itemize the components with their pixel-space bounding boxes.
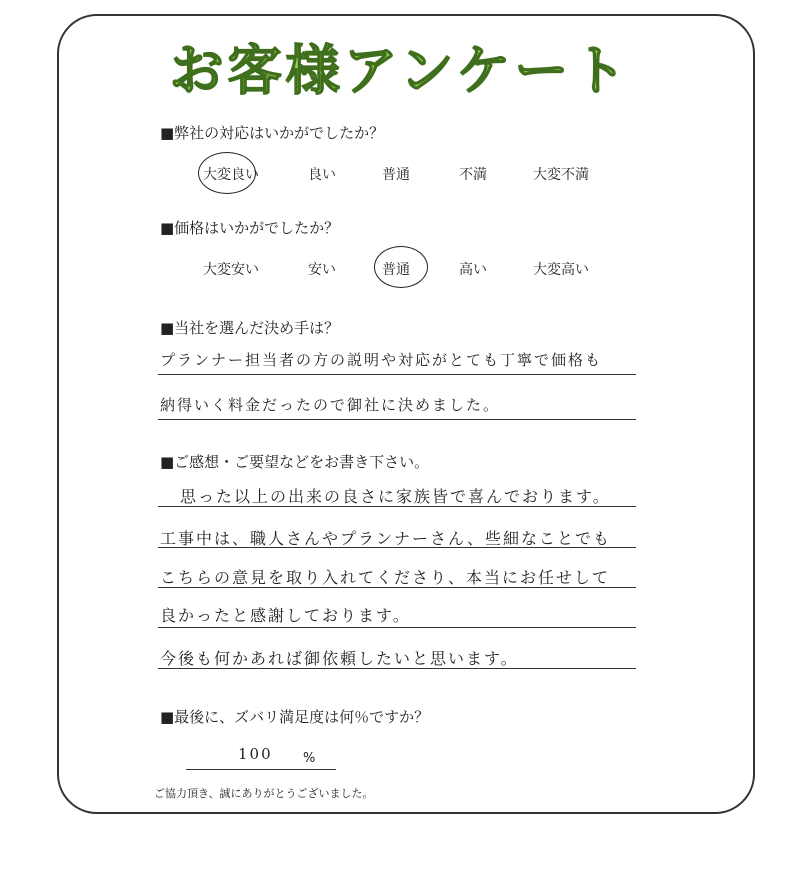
option-price-expensive[interactable]: 高い — [459, 262, 487, 278]
question-comments: ■ご感想・ご要望などをお書き下さい。 — [160, 453, 430, 471]
option-service-normal[interactable]: 普通 — [382, 167, 410, 183]
question-satisfaction: ■最後に、ズバリ満足度は何％ですか？ — [160, 708, 430, 726]
answer-rule — [158, 419, 636, 420]
answer-comment-line-1: 思った以上の出来の良さに家族皆で喜んでおります。 — [180, 487, 611, 506]
survey-title: お客様アンケート — [169, 39, 631, 102]
answer-rule — [158, 587, 636, 588]
answer-comment-line-3: こちらの意見を取り入れてくださり、本当にお任せして — [160, 568, 611, 587]
option-price-cheap[interactable]: 安い — [308, 262, 336, 278]
question-service: ■弊社の対応はいかがでしたか？ — [160, 124, 385, 142]
answer-rule — [158, 506, 636, 507]
option-service-good[interactable]: 良い — [308, 167, 336, 183]
answer-deciding-line-1: プランナー担当者の方の説明や対応がとても丁寧で価格も — [160, 351, 603, 369]
satisfaction-unit: % — [303, 751, 316, 766]
option-price-very-expensive[interactable]: 大変高い — [533, 262, 589, 278]
satisfaction-rule — [186, 769, 336, 770]
option-service-dissatisfied[interactable]: 不満 — [459, 167, 487, 183]
question-deciding-factor: ■当社を選んだ決め手は？ — [160, 319, 340, 337]
answer-rule — [158, 627, 636, 628]
option-service-very-dissatisfied[interactable]: 大変不満 — [533, 167, 589, 183]
answer-comment-line-2: 工事中は、職人さんやプランナーさん、些細なことでも — [160, 529, 611, 548]
answer-comment-line-4: 良かったと感謝しております。 — [160, 606, 411, 625]
answer-rule — [158, 668, 636, 669]
answer-rule — [158, 547, 636, 548]
thank-you-note: ご協力頂き、誠にありがとうございました。 — [154, 787, 374, 800]
selection-circle-price — [374, 246, 428, 288]
answer-comment-line-5: 今後も何かあれば御依頼したいと思います。 — [160, 649, 519, 668]
answer-rule — [158, 374, 636, 375]
option-price-very-cheap[interactable]: 大変安い — [203, 262, 259, 278]
option-service-very-good[interactable]: 大変良い — [203, 167, 259, 183]
option-price-normal[interactable]: 普通 — [382, 262, 410, 278]
selection-circle-service — [198, 152, 256, 194]
satisfaction-value: 100 — [238, 745, 273, 763]
question-price: ■価格はいかがでしたか？ — [160, 219, 340, 237]
answer-deciding-line-2: 納得いく料金だったので御社に決めました。 — [160, 396, 501, 414]
